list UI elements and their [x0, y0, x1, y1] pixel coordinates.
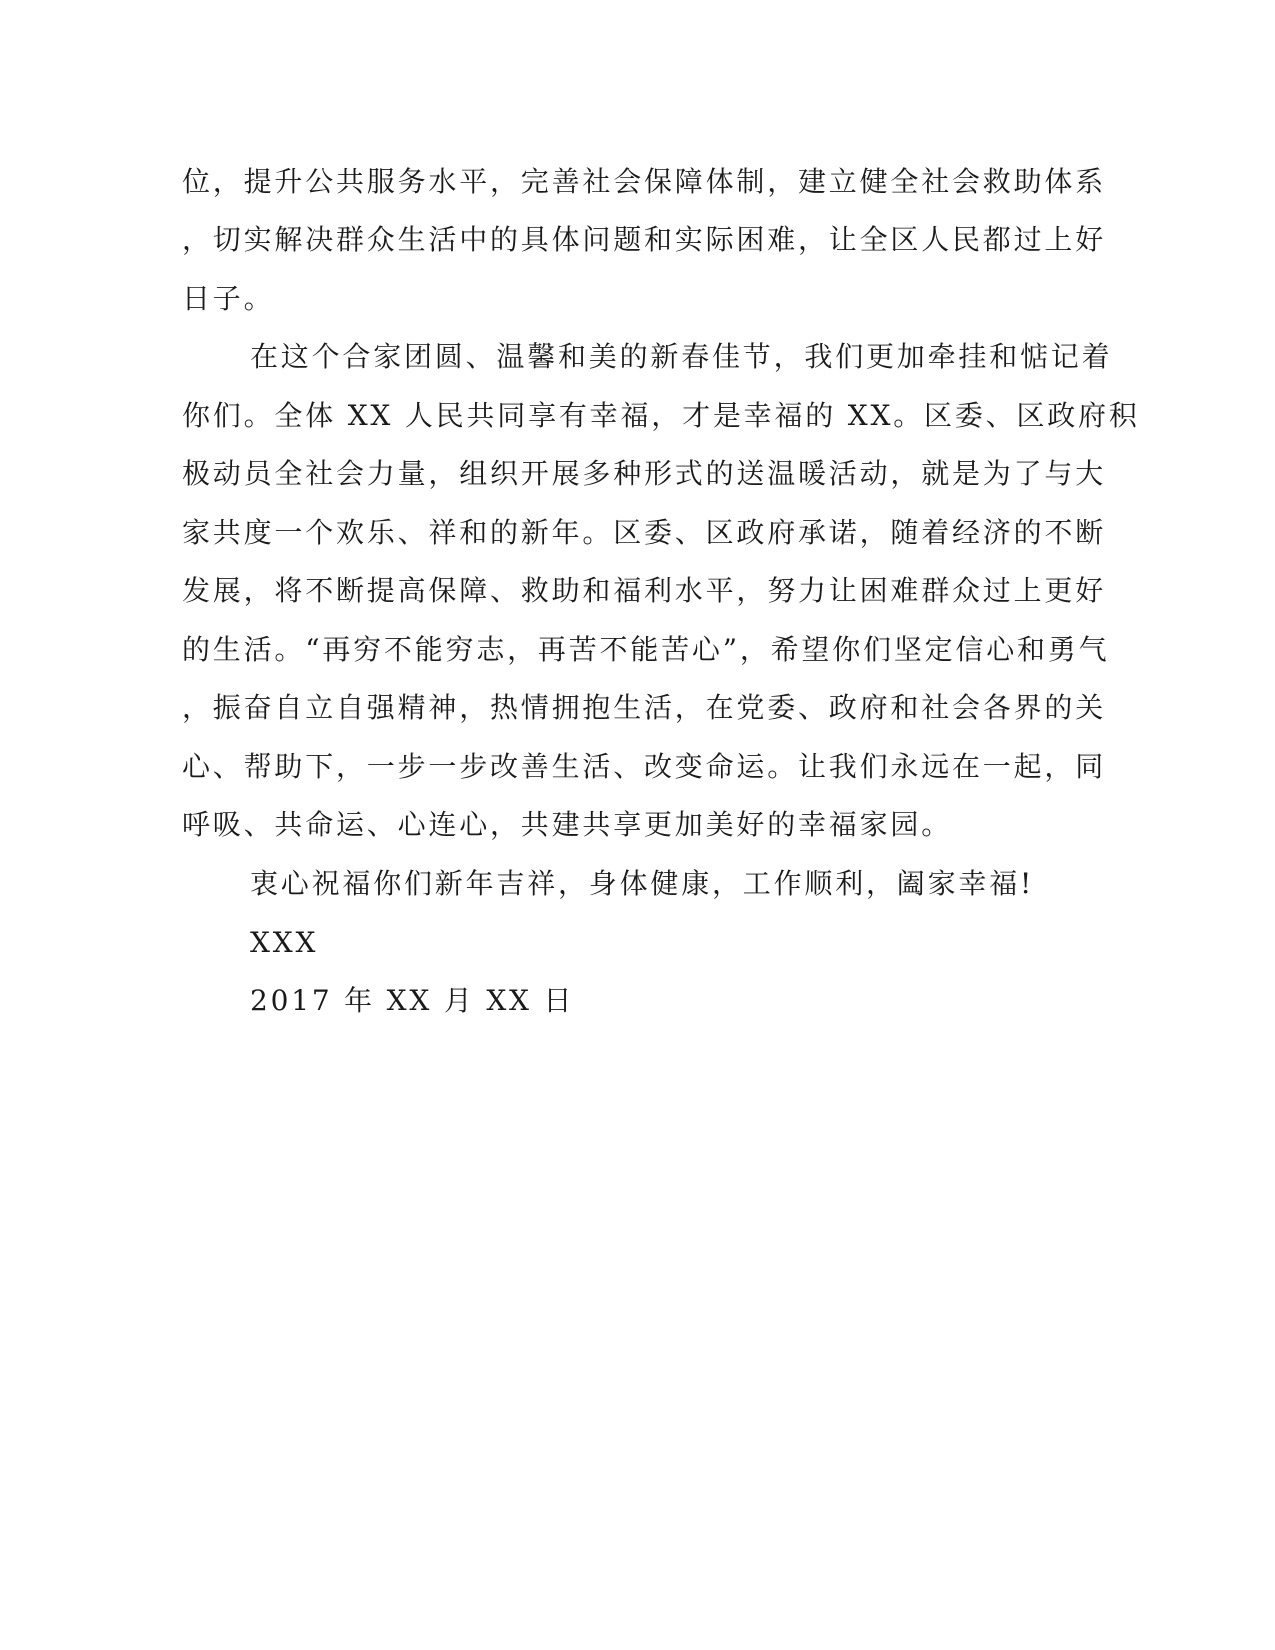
- paragraph-first-line: 在这个合家团圆、温馨和美的新春佳节，我们更加牵挂和惦记着: [250, 340, 1113, 373]
- body-text-line: ，切实解决群众生活中的具体问题和实际困难，让全区人民都过上好: [182, 223, 1107, 256]
- date-line: 2017 年 XX 月 XX 日: [250, 984, 575, 1017]
- body-text-line: 极动员全社会力量，组织开展多种形式的送温暖活动，就是为了与大: [182, 457, 1107, 490]
- signature: XXX: [250, 926, 319, 959]
- body-text-line: 日子。: [182, 282, 275, 315]
- body-text-line: 发展，将不断提高保障、救助和福利水平，努力让困难群众过上更好: [182, 574, 1107, 607]
- body-text-line: 你们。全体 XX 人民共同享有幸福，才是幸福的 XX。区委、区政府积: [182, 399, 1140, 432]
- body-text-line: ，振奋自立自强精神，热情拥抱生活，在党委、政府和社会各界的关: [182, 691, 1107, 724]
- body-text-line: 的生活。“再穷不能穷志，再苦不能苦心”，希望你们坚定信心和勇气: [182, 633, 1110, 666]
- body-text-line: 心、帮助下，一步一步改善生活、改变命运。让我们永远在一起，同: [182, 750, 1107, 783]
- blessing-line: 衷心祝福你们新年吉祥，身体健康，工作顺利，阖家幸福!: [250, 867, 1035, 900]
- body-text-line: 位，提升公共服务水平，完善社会保障体制，建立健全社会救助体系: [182, 165, 1107, 198]
- body-text-line: 家共度一个欢乐、祥和的新年。区委、区政府承诺，随着经济的不断: [182, 516, 1107, 549]
- body-text-line: 呼吸、共命运、心连心，共建共享更加美好的幸福家园。: [182, 808, 953, 841]
